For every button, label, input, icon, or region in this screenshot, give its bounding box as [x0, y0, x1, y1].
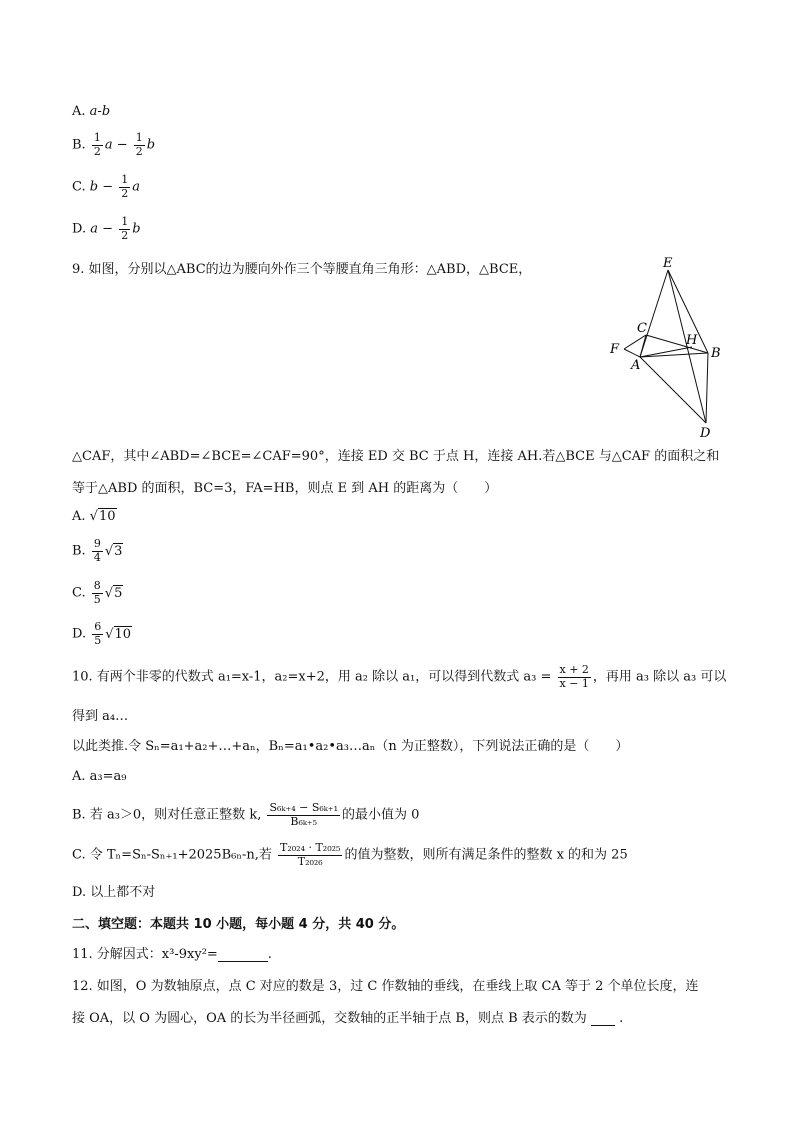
q8-option-d: D. a − $\frac{1}{2}$ b — [72, 215, 141, 242]
q10-stem-line-3: 以此类推.令 Sₙ=a₁+a₂+…+aₙ，Bₙ=a₁•a₂•a₃…aₙ（n 为正整数），下列说法正确的是（ ） — [72, 739, 629, 754]
q11-line: 11. 分解因式：x³-9xy²= . — [72, 947, 272, 962]
segment-fa — [624, 349, 640, 357]
q9-triangle-figure — [600, 255, 730, 445]
q10-option-d: D. 以上都不对 — [72, 885, 156, 900]
q8-option-c: C. b − $\frac{1}{2}$ a — [72, 173, 141, 200]
fraction: $\frac{1}{2}$ — [121, 215, 129, 242]
label-a: A — [631, 358, 641, 373]
q12-answer-blank[interactable] — [591, 1012, 615, 1026]
q9-stem-line-2: △CAF，其中∠ABD=∠BCE=∠CAF=90°，连接 ED 交 BC 于点 H，连接 AH.若△BCE 与△CAF 的面积之和 — [72, 449, 720, 464]
label-d: D — [700, 426, 711, 441]
q12-stem-line-1: 12. 如图，O 为数轴原点，点 C 对应的数是 3，过 C 作数轴的垂线，在垂线上取 CA 等于 2 个单位长度，连 — [72, 979, 699, 994]
label-b: B — [711, 346, 721, 361]
fraction: $\frac{8}{5}$ — [93, 579, 101, 606]
q9-option-a: A. √10 — [72, 509, 116, 524]
fraction: $\frac{1}{2}$ — [135, 131, 143, 158]
q8-option-b: B. $\frac{1}{2}$ a − $\frac{1}{2}$ b — [72, 131, 156, 158]
q10-stem-line-1: 10. 有两个非零的代数式 a₁=x-1，a₂=x+2，用 a₂ 除以 a₁，可以得到代数式 a₃ = $\frac{x + 2}{x - 1}$ ，再用 a₃ 除以 a₃ 可以 — [72, 663, 727, 690]
q8-option-a: A. a-b — [72, 104, 111, 119]
label-e: E — [663, 256, 673, 271]
fraction: $\frac{1}{2}$ — [121, 173, 129, 200]
section-title: 二、填空题：本题共 10 小题，每小题 4 分，共 40 分。 — [72, 917, 405, 932]
fraction: $\frac{1}{2}$ — [93, 131, 101, 158]
q10-stem-line-2: 得到 a₄… — [72, 709, 129, 724]
q9-stem-line-1: 9. 如图，分别以△ABC的边为腰向外作三个等腰直角三角形：△ABD，△BCE， — [72, 262, 532, 277]
fraction: $\frac{6}{5}$ — [94, 620, 102, 647]
q10-option-c: C. 令 Tₙ=Sₙ-Sₙ₊₁+2025B₆ₙ-n,若 $\frac{\text{T₂₀₂₄ · T₂₀₂₅}}{\text{T₂₀₂₆}}$ 的值为整数，则所有满足条件的整数 x 的和为 25 — [72, 841, 628, 868]
q10-option-a: A. a₃=a₉ — [72, 769, 127, 784]
fraction: $\frac{x + 2}{x - 1}$ — [559, 663, 589, 690]
q9-option-d: D. $\frac{6}{5}$ √10 — [72, 620, 132, 647]
segment-ea — [640, 270, 668, 357]
q9-option-b: B. $\frac{9}{4}$ √3 — [72, 537, 123, 564]
q8-option-a-text: a-b — [89, 104, 111, 119]
fraction: $\frac{9}{4}$ — [93, 537, 101, 564]
q9-option-c: C. $\frac{8}{5}$ √5 — [72, 579, 123, 606]
q12-stem-line-2: 接 OA，以 O 为圆心，OA 的长为半径画弧，交数轴的正半轴于点 B，则点 B 表示的数为 . — [72, 1011, 624, 1026]
fraction: $\frac{\text{S₆ₖ₊₄ − S₆ₖ₊₁}}{\text{B₆ₖ₊₅}}$ — [269, 801, 339, 828]
label-c: C — [637, 321, 647, 336]
sqrt: √10 — [89, 509, 116, 524]
fraction: $\frac{\text{T₂₀₂₄ · T₂₀₂₅}}{\text{T₂₀₂₆}}$ — [280, 841, 341, 868]
segment-bd — [706, 353, 708, 423]
label-f: F — [610, 342, 620, 357]
q11-answer-blank[interactable] — [218, 948, 268, 962]
q10-option-b: B. 若 a₃＞0，则对任意正整数 k, $\frac{\text{S₆ₖ₊₄ − S₆ₖ₊₁}}{\text{B₆ₖ₊₅}}$ 的最小值为 0 — [72, 801, 420, 828]
label-h: H — [686, 333, 698, 348]
q9-stem-line-3: 等于△ABD 的面积，BC=3，FA=HB，则点 E 到 AH 的距离为（ ） — [72, 481, 498, 496]
segment-ad — [640, 357, 706, 423]
